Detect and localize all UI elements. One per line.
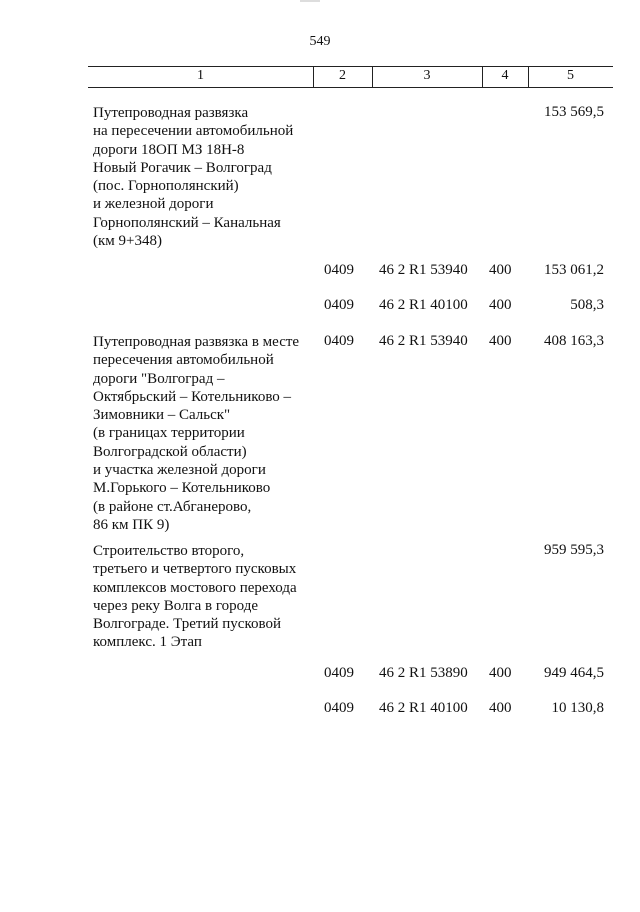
expense-type-cell: 400	[489, 333, 512, 349]
description-line: третьего и четвертого пусковых	[93, 561, 297, 578]
description-line: Строительство второго,	[93, 543, 245, 559]
description-line: Новый Рогачик – Волгоград	[93, 159, 272, 176]
amount-cell: 10 130,8	[551, 700, 604, 716]
expense-type-cell: 400	[489, 665, 512, 681]
amount-cell: 408 163,3	[544, 333, 604, 349]
page-number: 549	[309, 34, 331, 49]
description-line: Зимовники – Сальск"	[93, 407, 231, 424]
description-line: и железной дороги	[93, 196, 214, 213]
description-line: и участка железной дороги	[93, 462, 266, 479]
scan-edge-mark	[300, 0, 320, 2]
section-code-cell: 0409	[324, 262, 354, 278]
description-line: комплексов мостового перехода	[93, 579, 297, 596]
description-line: Путепроводная развязка в месте	[93, 334, 300, 350]
amount-cell: 153 569,5	[544, 104, 604, 120]
target-article-cell: 46 2 R1 53940	[379, 262, 468, 278]
column-header-2: 2	[339, 68, 346, 83]
target-article-cell: 46 2 R1 40100	[379, 297, 468, 313]
amount-cell: 959 595,3	[544, 542, 604, 558]
header-bottom-rule	[88, 87, 613, 88]
target-article-cell: 46 2 R1 53890	[379, 665, 468, 681]
expense-type-cell: 400	[489, 262, 512, 278]
description-line: 86 км ПК 9)	[93, 516, 170, 533]
expense-type-cell: 400	[489, 700, 512, 716]
row-description	[93, 104, 313, 250]
description-line: комплекс. 1 Этап	[93, 634, 202, 651]
column-header-3: 3	[423, 68, 431, 83]
description-line: дороги "Волгоград –	[93, 370, 225, 387]
description-line: Октябрьский – Котельниково –	[93, 388, 292, 405]
row-description	[93, 333, 313, 534]
section-code-cell: 0409	[324, 297, 354, 313]
description-line: (в границах территории	[93, 425, 245, 442]
description-line: (в районе ст.Абганерово,	[93, 498, 252, 515]
amount-cell: 508,3	[570, 297, 604, 313]
section-code-cell: 0409	[324, 700, 354, 716]
column-header-5: 5	[567, 68, 574, 83]
description-line: М.Горького – Котельниково	[93, 480, 271, 497]
description-line: Путепроводная развязка	[93, 105, 249, 121]
column-header-1: 1	[197, 68, 204, 83]
section-code-cell: 0409	[324, 333, 354, 349]
expense-type-cell: 400	[489, 297, 512, 313]
description-line: через реку Волга в городе	[93, 597, 259, 614]
target-article-cell: 46 2 R1 40100	[379, 700, 468, 716]
description-line: пересечения автомобильной	[93, 352, 274, 369]
column-header-4: 4	[501, 68, 509, 83]
amount-cell: 949 464,5	[544, 665, 604, 681]
description-line: (км 9+348)	[93, 233, 162, 250]
description-line: Горнополянский – Канальная	[93, 214, 281, 231]
description-line: на пересечении автомобильной	[93, 123, 294, 140]
row-description	[93, 542, 313, 652]
description-line: Волгоградской области)	[93, 443, 247, 460]
description-line: (пос. Горнополянский)	[93, 178, 239, 195]
amount-cell: 153 061,2	[544, 262, 604, 278]
description-line: Волгограде. Третий пусковой	[93, 616, 281, 633]
description-line: дороги 18ОП МЗ 18Н-8	[93, 141, 245, 158]
section-code-cell: 0409	[324, 665, 354, 681]
header-top-rule	[88, 66, 613, 67]
target-article-cell: 46 2 R1 53940	[379, 333, 468, 349]
